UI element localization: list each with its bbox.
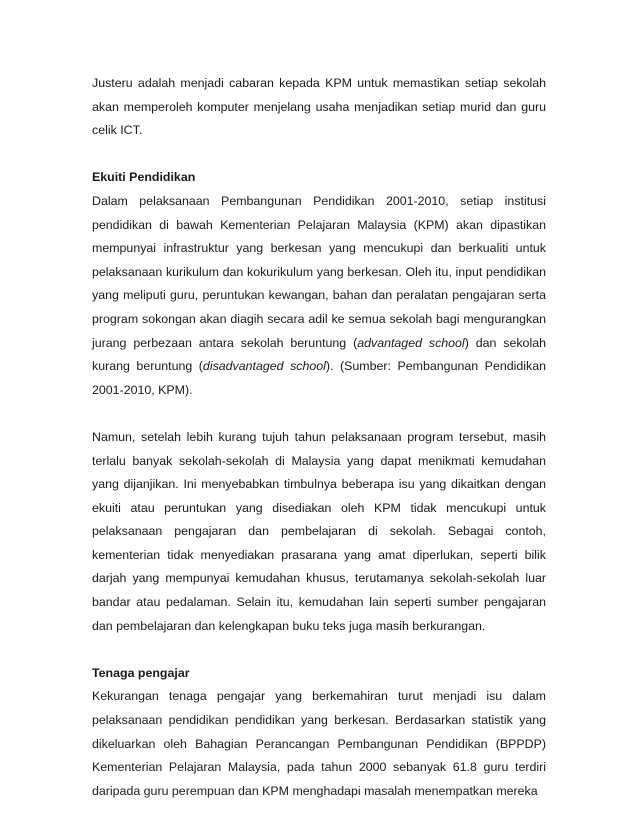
- ekuiti-italic-disadvantaged: disadvantaged school: [202, 359, 326, 374]
- ekuiti-paragraph-1: [92, 190, 546, 402]
- section-heading-tenaga-pengajar: Tenaga pengajar: [92, 665, 190, 680]
- section-heading-ekuiti: Ekuiti Pendidikan: [92, 170, 196, 185]
- tenaga-pengajar-paragraph-1: Kekurangan tenaga pengajar yang berkemahiran turut menjadi isu dalam pelaksanaan pendidikan pendidikan yang berkesan. Berdasarkan statistik yang dikeluarkan oleh Bahagian Perancangan Pembangunan Pendidikan (BPPDP) Kementerian Pelajaran Malaysia, pada tahun 2000 sebanyak 61.8 guru terdiri daripada guru perempuan dan KPM menghadapi masalah menempatkan mereka: [92, 689, 546, 798]
- ekuiti-text-2: ) dan sekolah kurang beruntung (: [92, 335, 546, 374]
- ekuiti-text-3: ). (Sumber: Pembangunan Pendidikan 2001-2010, KPM).: [92, 359, 546, 397]
- ekuiti-paragraph-2: Namun, setelah lebih kurang tujuh tahun pelaksanaan program tersebut, masih terlalu banyak sekolah-sekolah di Malaysia yang dapat menikmati kemudahan yang dijanjikan. Ini menyebabkan timbulnya beberapa isu yang dikaitkan dengan ekuiti atau peruntukan yang disediakan oleh KPM tidak mencukupi untuk pelaksanaan pengajaran dan pembelajaran di sekolah. Sebagai contoh, kementerian tidak menyediakan prasarana yang amat diperlukan, seperti bilik darjah yang mempunyai kemudahan khusus, terutamanya sekolah-sekolah luar bandar atau pedalaman. Selain itu, kemudahan lain seperti sumber pengajaran dan pembelajaran dan kelengkapan buku teks juga masih berkurangan.: [92, 429, 546, 633]
- ekuiti-text-1: Dalam pelaksanaan Pembangunan Pendidikan 2001-2010, setiap institusi pendidikan di bawah Kementerian Pelajaran Malaysia (KPM) akan dipastikan mempunyai infrastruktur yang berkesan yang mencukupi dan berkualiti untuk pelaksanaan kurikulum dan kokurikulum yang berkesan. Oleh itu, input pendidikan yang meliputi guru, peruntukan kewangan, bahan dan peralatan pengajaran serta program sokongan akan diagih secara adil ke semua sekolah bagi mengurangkan jurang perbezaan antara sekolah beruntung (: [92, 193, 546, 350]
- paragraph-gap: [92, 143, 546, 167]
- intro-paragraph: Justeru adalah menjadi cabaran kepada KPM untuk memastikan setiap sekolah akan memperoleh komputer menjelang usaha menjadikan setiap murid dan guru celik ICT.: [92, 76, 546, 138]
- paragraph-gap: [92, 402, 546, 426]
- ekuiti-italic-advantaged: advantaged school: [357, 335, 465, 350]
- paragraph-gap: [92, 638, 546, 662]
